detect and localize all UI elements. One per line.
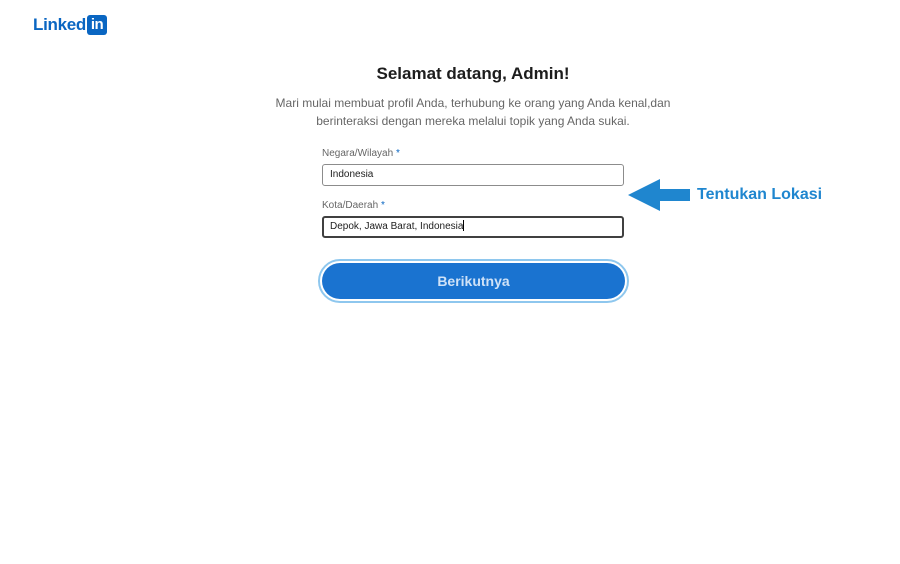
annotation-label: Tentukan Lokasi [697, 186, 823, 203]
country-input[interactable] [322, 164, 624, 186]
arrow-left-icon [626, 178, 692, 212]
country-label [322, 148, 400, 159]
page-subtitle: Mari mulai membuat profil Anda, terhubung ke orang yang Anda kenal,dan berinteraksi dengan mereka melalui topik yang Anda sukai. [275, 96, 671, 128]
page-title: Selamat datang, Admin! [376, 64, 570, 83]
logo-wordmark: Linked [33, 15, 86, 34]
required-mark: * [395, 148, 400, 159]
city-label [322, 200, 385, 211]
city-label-text: Kota/Daerah [322, 200, 379, 211]
required-mark: * [380, 200, 385, 211]
country-input-value: Indonesia [330, 169, 374, 180]
city-input[interactable] [322, 216, 624, 238]
next-button[interactable]: Berikutnya [322, 263, 625, 299]
country-label-text: Negara/Wilayah [322, 148, 394, 159]
logo-in-box: in [87, 15, 107, 35]
linkedin-logo[interactable] [33, 14, 107, 35]
city-input-value: Depok, Jawa Barat, Indonesia [330, 221, 464, 232]
text-cursor [463, 220, 464, 231]
